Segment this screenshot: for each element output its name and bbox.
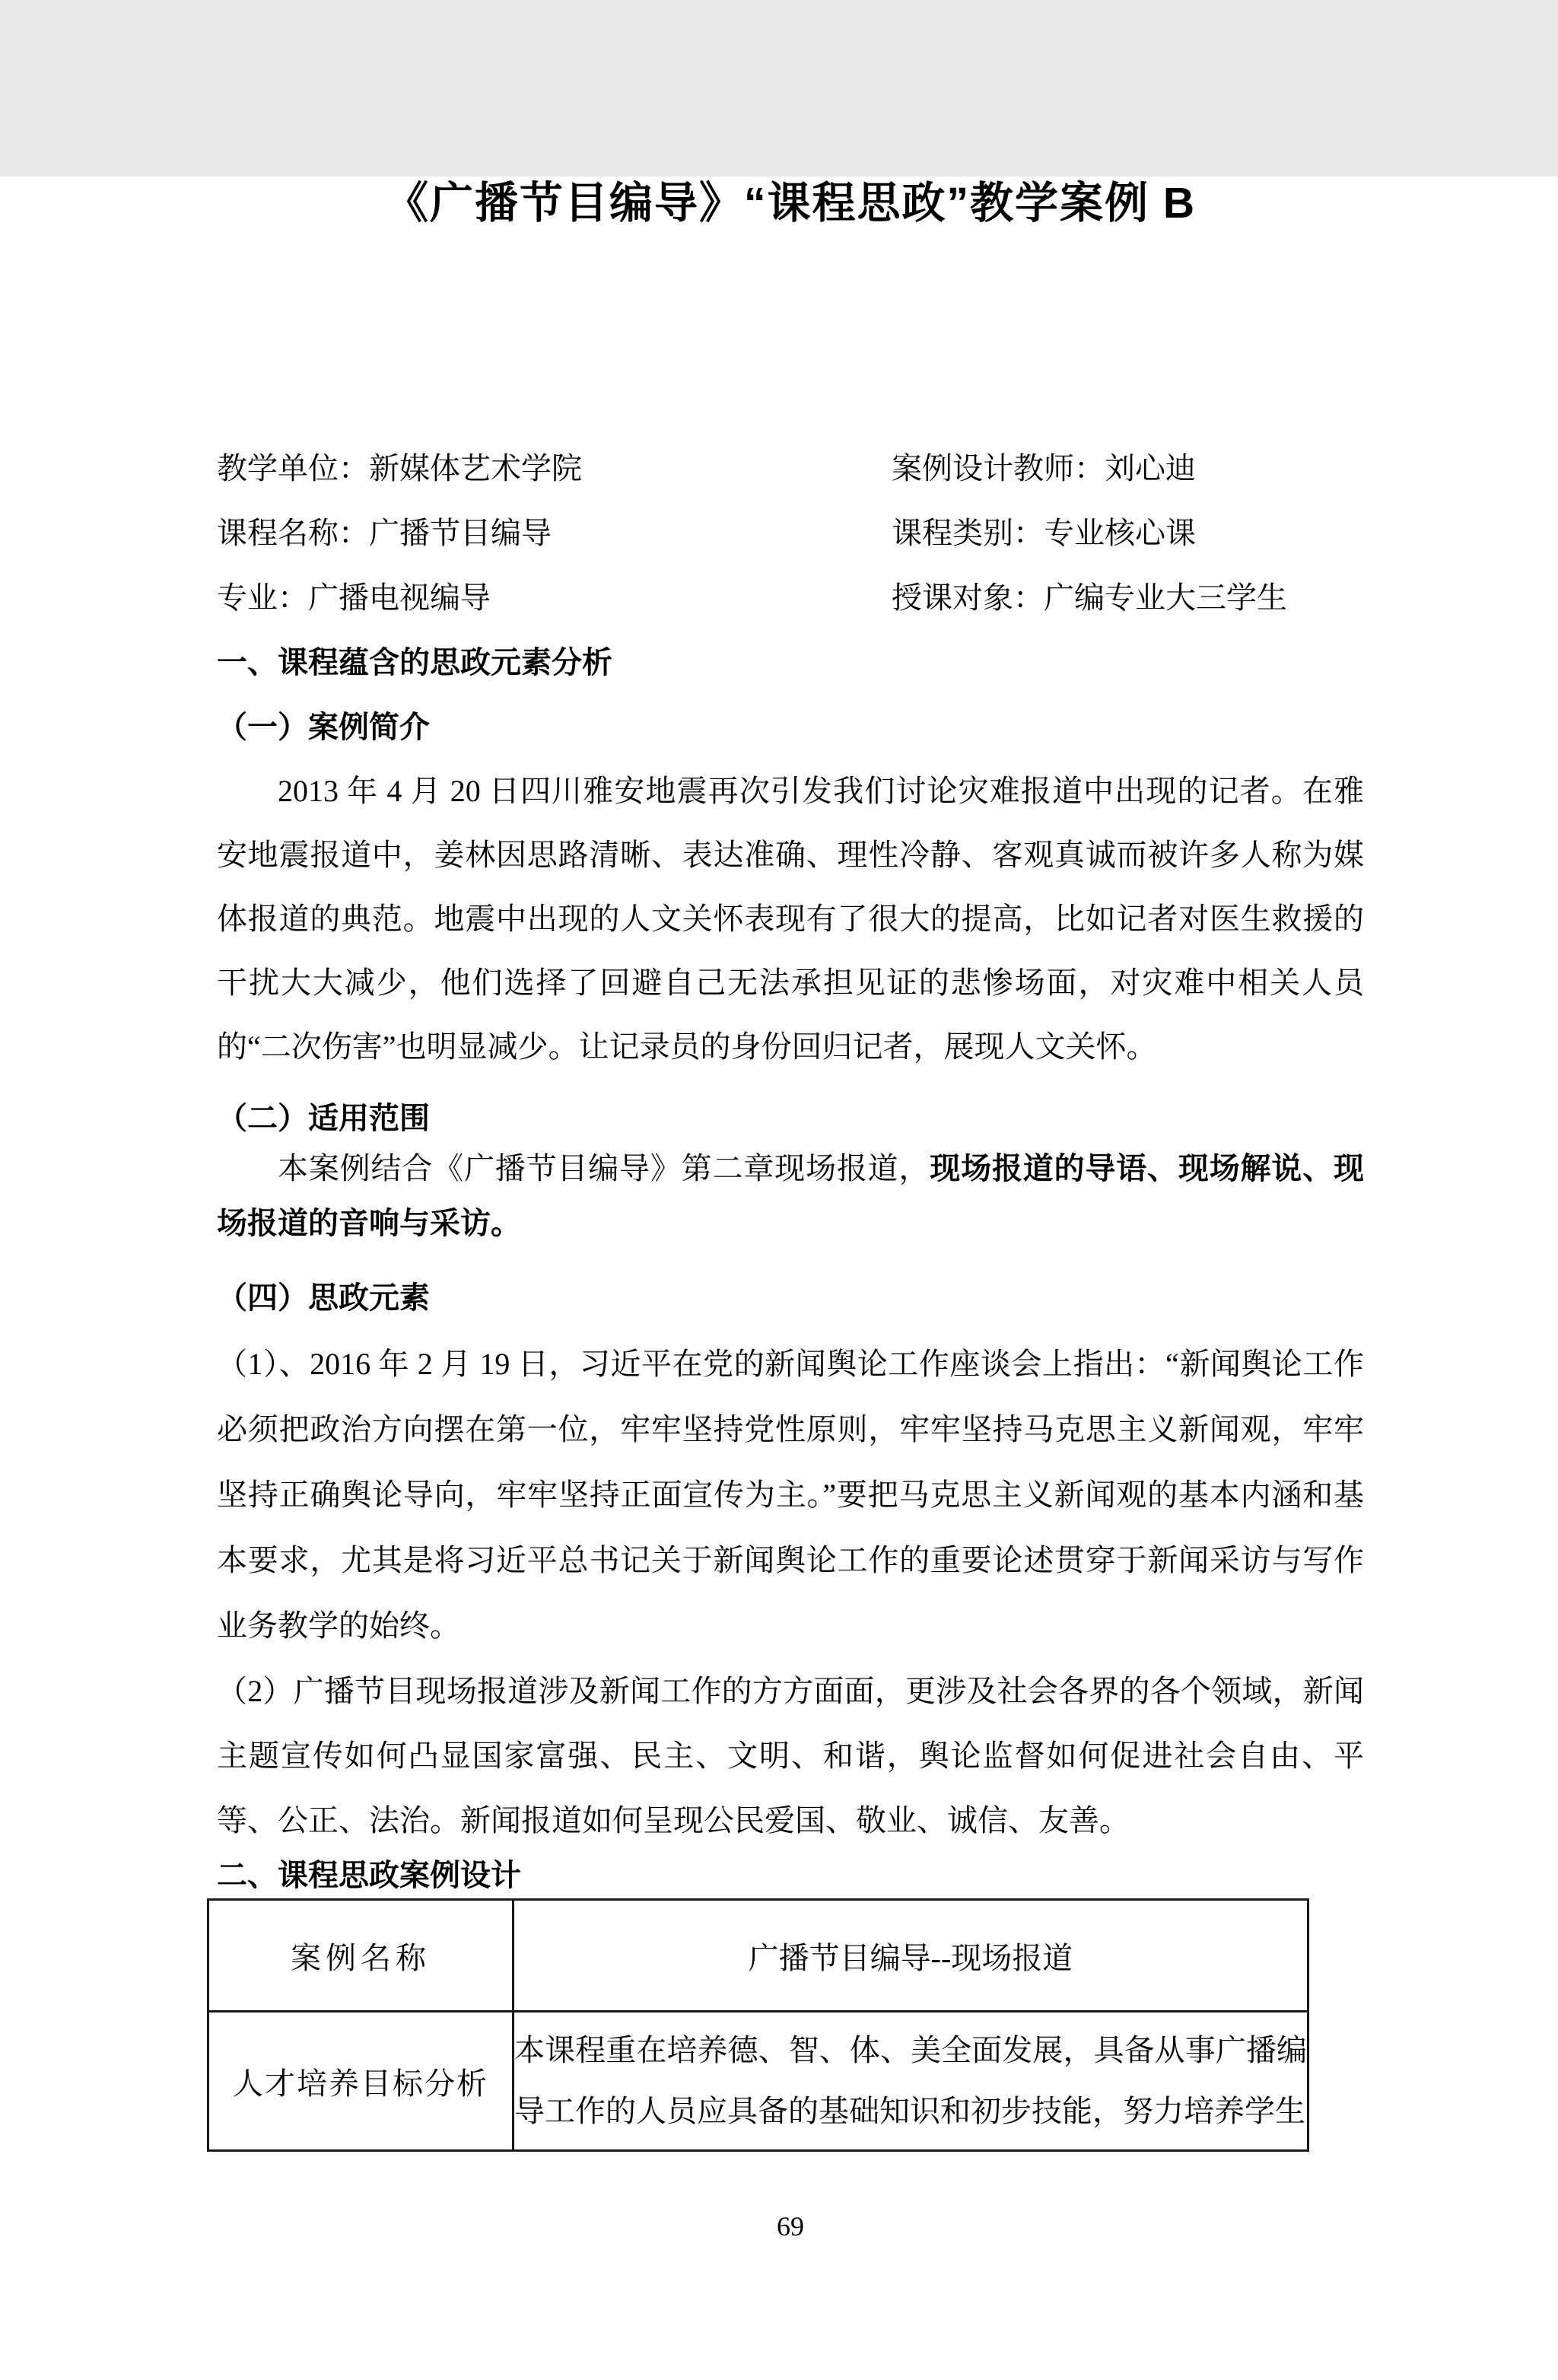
case-name-value-cell: 广播节目编导--现场报道 (514, 1900, 1308, 2012)
training-goal-label-cell: 人才培养目标分析 (208, 2012, 514, 2151)
case-name-label-cell: 案例名称 (208, 1900, 514, 2012)
scope-paragraph (217, 1141, 1364, 1251)
meta-teaching-unit: 教学单位：新媒体艺术学院 (217, 451, 582, 485)
subsection-heading-ideology: （四）思政元素 (217, 1281, 430, 1315)
subsection-heading-case-intro: （一）案例简介 (217, 710, 430, 744)
meta-row (217, 436, 1364, 501)
document-page (0, 177, 1558, 2380)
scope-paragraph-bold: 现场报道的导语、现场解说、现场报道的音响与采访。 (217, 1151, 1365, 1240)
meta-case-designer: 案例设计教师：刘心迪 (892, 451, 1196, 485)
meta-row (217, 501, 1364, 565)
meta-row (217, 565, 1364, 630)
page-title: 《广播节目编导》“课程思政”教学案例 B (385, 179, 1196, 228)
table-row-training-goal (208, 2012, 1308, 2151)
meta-course-type: 课程类别：专业核心课 (892, 516, 1196, 550)
ideology-paragraph-2: （2）广播节目现场报道涉及新闻工作的方方面面，更涉及社会各界的各个领域，新闻主题宣传如何凸显国家富强、民主、文明、和谐，舆论监督如何促进社会自由、平等、公正、法治。新闻报道如何呈现公民爱国、敬业、诚信、友善。 (217, 1674, 1364, 1838)
ideology-paragraph-1: （1）、2016 年 2 月 19 日，习近平在党的新闻舆论工作座谈会上指出：“新闻舆论工作必须把政治方向摆在第一位，牢牢坚持党性原则，牢牢坚持马克思主义新闻观，牢牢坚持正确舆论导向，牢牢坚持正面宣传为主。”要把马克思主义新闻观的基本内涵和基本要求，尤其是将习近平总书记关于新闻舆论工作的重要论述贯穿于新闻采访与写作业务教学的始终。 (217, 1347, 1364, 1643)
section-heading-design: 二、课程思政案例设计 (217, 1858, 521, 1892)
meta-major: 专业：广播电视编导 (217, 581, 491, 615)
meta-audience: 授课对象：广编专业大三学生 (892, 581, 1287, 615)
page-number: 69 (777, 2211, 804, 2242)
section-heading-analysis: 一、课程蕴含的思政元素分析 (217, 645, 612, 679)
table-row-case-name (208, 1900, 1308, 2012)
subsection-heading-scope: （二）适用范围 (217, 1101, 430, 1135)
training-goal-value-cell: 本课程重在培养德、智、体、美全面发展，具备从事广播编导工作的人员应具备的基础知识和初步技能，努力培养学生 (514, 2012, 1308, 2151)
case-design-table (207, 1898, 1309, 2152)
metadata-block (217, 436, 1364, 630)
scope-paragraph-normal: 本案例结合《广播节目编导》第二章现场报道， (278, 1151, 930, 1185)
case-intro-paragraph: 2013 年 4 月 20 日四川雅安地震再次引发我们讨论灾难报道中出现的记者。在雅安地震报道中，姜林因思路清晰、表达准确、理性冷静、客观真诚而被许多人称为媒体报道的典范。地震中出现的人文关怀表现有了很大的提高，比如记者对医生救援的干扰大大减少，他们选择了回避自己无法承担见证的悲惨场面，对灾难中相关人员的“二次伤害”也明显减少。让记录员的身份回归记者，展现人文关怀。 (217, 774, 1364, 1064)
meta-course-name: 课程名称：广播节目编导 (217, 516, 552, 550)
